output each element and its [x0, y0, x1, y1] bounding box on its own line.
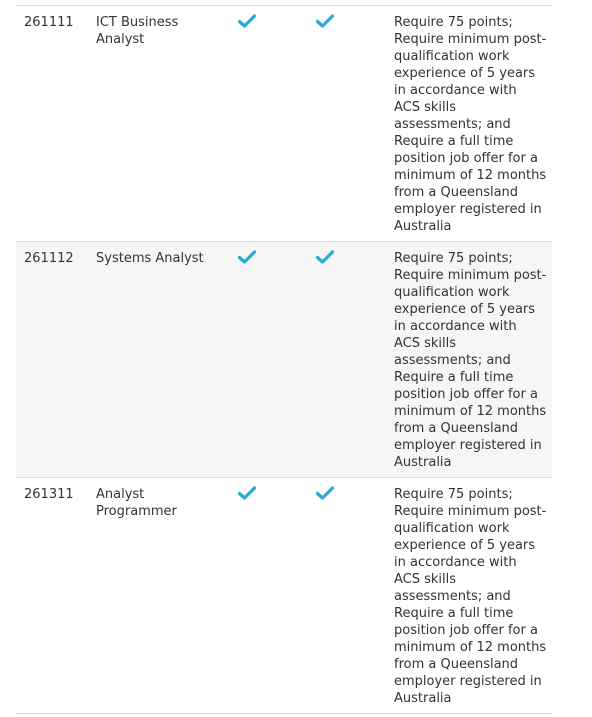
requirement-line: ACS skills: [394, 336, 457, 351]
requirement-line: employer registered in: [394, 438, 542, 453]
occupation-title: [96, 250, 226, 267]
requirement-line: assessments; and: [394, 117, 511, 132]
occupation-title-line: Analyst: [96, 32, 145, 47]
checkmark-icon: [238, 250, 256, 264]
table-row: [16, 6, 552, 242]
table-row: [16, 242, 552, 478]
requirement-line: assessments; and: [394, 589, 511, 604]
requirement-line: qualification work: [394, 285, 510, 300]
requirement-line: experience of 5 years: [394, 538, 536, 553]
requirement-line: qualification work: [394, 49, 510, 64]
requirements-text: [394, 250, 550, 471]
occupation-title-line: Systems Analyst: [96, 251, 204, 266]
requirement-line: employer registered in: [394, 202, 542, 217]
checkmark-icon: [316, 250, 334, 264]
requirement-line: employer registered in: [394, 674, 542, 689]
requirement-line: ACS skills: [394, 100, 457, 115]
requirement-line: position job offer for a: [394, 151, 538, 166]
requirement-line: Australia: [394, 691, 452, 706]
requirement-line: in accordance with: [394, 319, 517, 334]
requirement-line: minimum of 12 months: [394, 404, 547, 419]
occupation-title: [96, 14, 226, 48]
requirement-line: from a Queensland: [394, 421, 519, 436]
occupation-code: 261111: [24, 15, 74, 30]
requirement-line: qualification work: [394, 521, 510, 536]
requirements-text: [394, 486, 550, 707]
requirement-line: Require a full time: [394, 606, 514, 621]
requirement-line: in accordance with: [394, 83, 517, 98]
requirement-line: Require 75 points;: [394, 487, 513, 502]
requirement-line: minimum of 12 months: [394, 168, 547, 183]
checkmark-icon: [316, 14, 334, 28]
occupation-table: [16, 0, 552, 714]
requirement-line: Require minimum post-: [394, 268, 547, 283]
requirement-line: Australia: [394, 219, 452, 234]
requirement-line: in accordance with: [394, 555, 517, 570]
requirement-line: Require a full time: [394, 370, 514, 385]
requirement-line: minimum of 12 months: [394, 640, 547, 655]
occupation-title-line: ICT Business: [96, 15, 179, 30]
requirement-line: ACS skills: [394, 572, 457, 587]
occupation-title-line: Programmer: [96, 504, 177, 519]
requirement-line: from a Queensland: [394, 185, 519, 200]
checkmark-icon: [316, 486, 334, 500]
requirement-line: experience of 5 years: [394, 66, 536, 81]
table-row: [16, 478, 552, 714]
checkmark-icon: [238, 14, 256, 28]
requirement-line: from a Queensland: [394, 657, 519, 672]
requirements-text: [394, 14, 550, 235]
requirement-line: experience of 5 years: [394, 302, 536, 317]
requirement-line: Require minimum post-: [394, 504, 547, 519]
requirement-line: Require minimum post-: [394, 32, 547, 47]
requirement-line: Require 75 points;: [394, 251, 513, 266]
requirement-line: Australia: [394, 455, 452, 470]
occupation-title: [96, 486, 226, 520]
requirement-line: position job offer for a: [394, 623, 538, 638]
occupation-title-line: Analyst: [96, 487, 145, 502]
occupation-code: 261311: [24, 487, 74, 502]
requirement-line: Require a full time: [394, 134, 514, 149]
requirement-line: assessments; and: [394, 353, 511, 368]
checkmark-icon: [238, 486, 256, 500]
occupation-code: 261112: [24, 251, 74, 266]
requirement-line: position job offer for a: [394, 387, 538, 402]
requirement-line: Require 75 points;: [394, 15, 513, 30]
